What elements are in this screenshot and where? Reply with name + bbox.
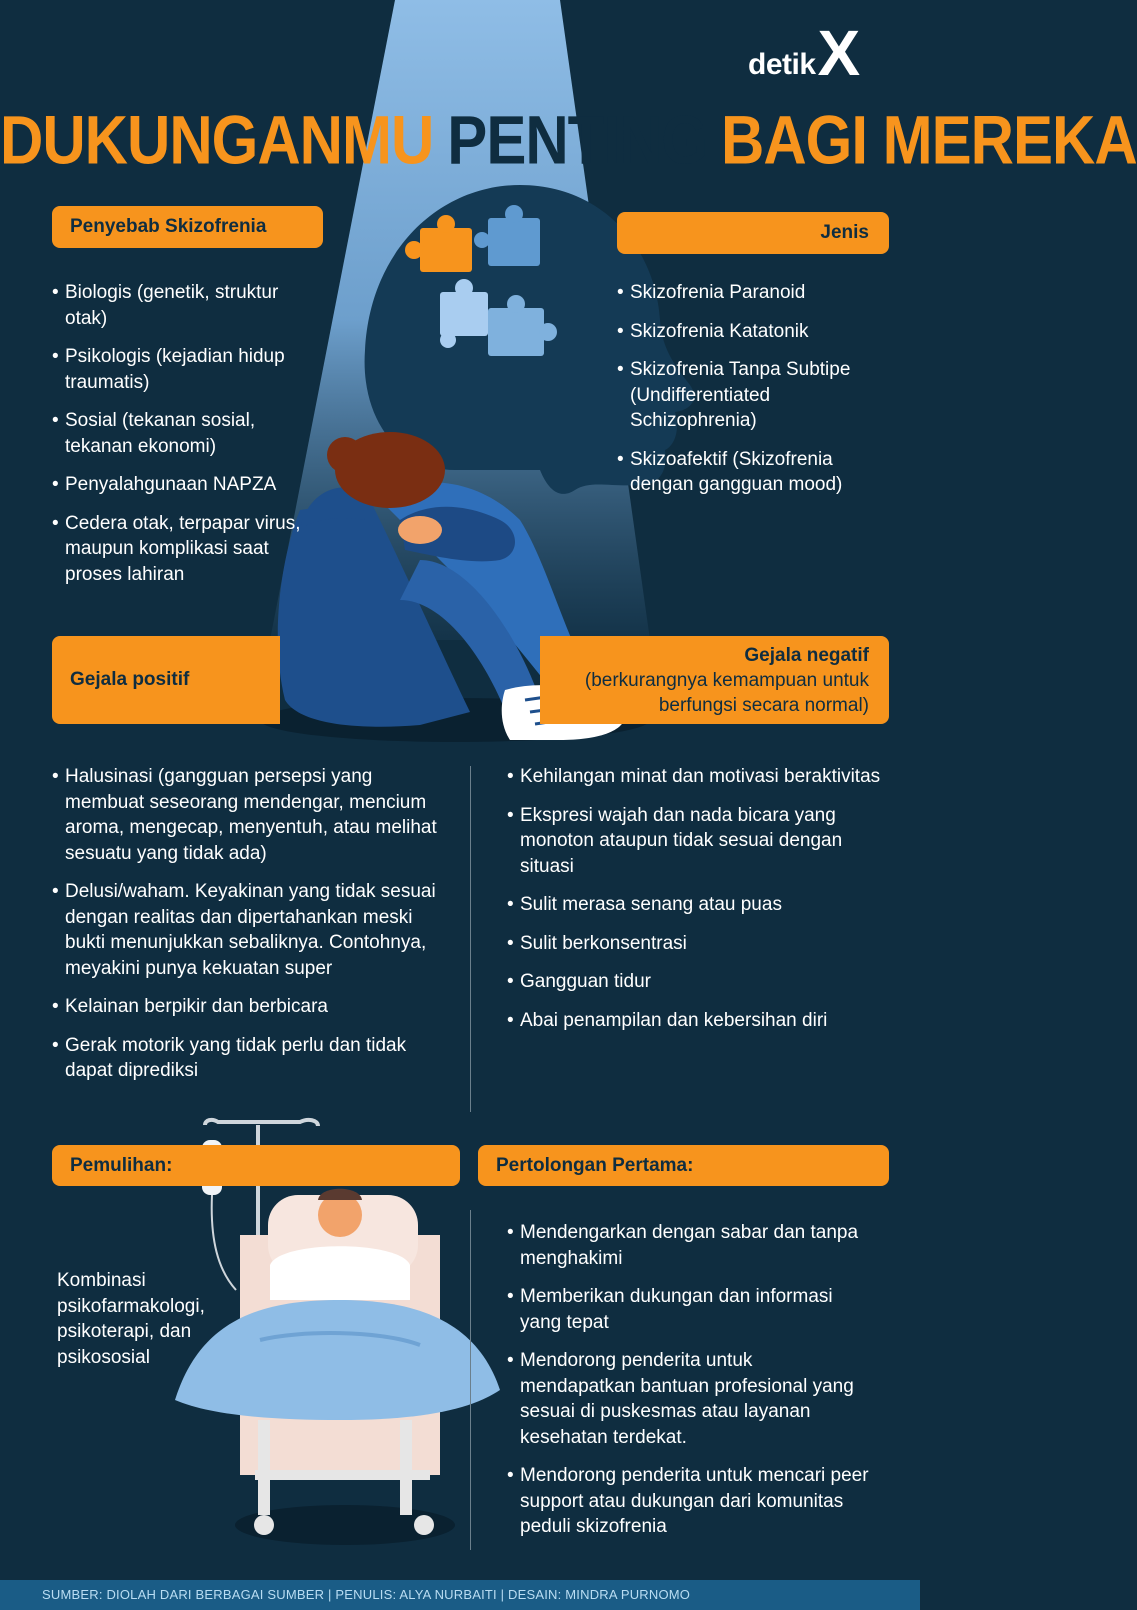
list-item: • Skizofrenia Paranoid: [617, 280, 879, 306]
title-part-1: DUKUNGANMU: [0, 101, 434, 179]
jenis-list: [617, 280, 879, 511]
gejala-negatif-list: [507, 764, 882, 1046]
jenis-heading: Jenis: [617, 212, 889, 254]
title-part-3: BAGI MEREKA: [721, 101, 1137, 179]
detikx-logo: [748, 17, 861, 89]
pemulihan-text: Kombinasi psikofarmakologi, psikoterapi, dan psikososial: [57, 1270, 205, 1368]
list-item: • Mendorong penderita untuk mendapatkan bantuan profesional yang sesuai di puskesmas atau layanan kesehatan terdekat.: [507, 1348, 872, 1450]
list-item: • Skizofrenia Tanpa Subtipe (Undifferentiated Schizophrenia): [617, 357, 879, 434]
list-item: • Delusi/waham. Keyakinan yang tidak sesuai dengan realitas dan dipertahankan meski bukti menunjukkan sebaliknya. Contohnya, meyakini punya kekuatan super: [52, 879, 442, 981]
list-item: • Kehilangan minat dan motivasi beraktivitas: [507, 764, 882, 790]
column-divider-2: [470, 1210, 471, 1550]
penyebab-heading: Penyebab Skizofrenia: [52, 206, 323, 248]
gejala-negatif-title: Gejala negatif: [744, 644, 869, 666]
list-item: • Memberikan dukungan dan informasi yang tepat: [507, 1284, 872, 1335]
pemulihan-heading: Pemulihan:: [52, 1145, 460, 1186]
list-item: • Mendorong penderita untuk mencari peer support atau dukungan dari komunitas peduli skizofrenia: [507, 1463, 872, 1540]
title-part-2: PENTING: [447, 101, 707, 179]
list-item: • Skizofrenia Katatonik: [617, 319, 879, 345]
logo-text-x: X: [817, 17, 861, 89]
list-item: • Kelainan berpikir dan berbicara: [52, 994, 442, 1020]
list-item: • Cedera otak, terpapar virus, maupun komplikasi saat proses lahiran: [52, 511, 322, 588]
list-item: • Gerak motorik yang tidak perlu dan tidak dapat diprediksi: [52, 1033, 442, 1084]
list-item: • Mendengarkan dengan sabar dan tanpa menghakimi: [507, 1220, 872, 1271]
list-item: • Biologis (genetik, struktur otak): [52, 280, 322, 331]
list-item: • Halusinasi (gangguan persepsi yang membuat seseorang mendengar, mencium aroma, mengecap, menyentuh, atau melihat sesuatu yang tidak ada): [52, 764, 442, 866]
list-item: • Abai penampilan dan kebersihan diri: [507, 1008, 882, 1034]
column-divider: [470, 766, 471, 1112]
list-item: • Sulit merasa senang atau puas: [507, 892, 882, 918]
gejala-positif-list: [52, 764, 442, 1097]
page-title: [0, 100, 1137, 179]
credits-footer: SUMBER: DIOLAH DARI BERBAGAI SUMBER | PENULIS: ALYA NURBAITI | DESAIN: MINDRA PURNOMO: [0, 1580, 920, 1610]
pertolongan-heading: Pertolongan Pertama:: [478, 1145, 889, 1186]
list-item: • Sulit berkonsentrasi: [507, 931, 882, 957]
list-item: • Sosial (tekanan sosial, tekanan ekonomi): [52, 408, 322, 459]
gejala-negatif-subtitle: (berkurangnya kemampuan untuk berfungsi secara normal): [584, 669, 869, 716]
list-item: • Gangguan tidur: [507, 969, 882, 995]
gejala-negatif-heading: [540, 636, 889, 724]
list-item: • Ekspresi wajah dan nada bicara yang monoton ataupun tidak sesuai dengan situasi: [507, 803, 882, 880]
list-item: • Penyalahgunaan NAPZA: [52, 472, 322, 498]
pertolongan-list: [507, 1220, 872, 1553]
list-item: • Skizoafektif (Skizofrenia dengan gangguan mood): [617, 447, 879, 498]
penyebab-list: [52, 280, 322, 600]
logo-text-detik: detik: [748, 48, 816, 81]
list-item: • Psikologis (kejadian hidup traumatis): [52, 344, 322, 395]
gejala-positif-heading: Gejala positif: [52, 636, 280, 724]
